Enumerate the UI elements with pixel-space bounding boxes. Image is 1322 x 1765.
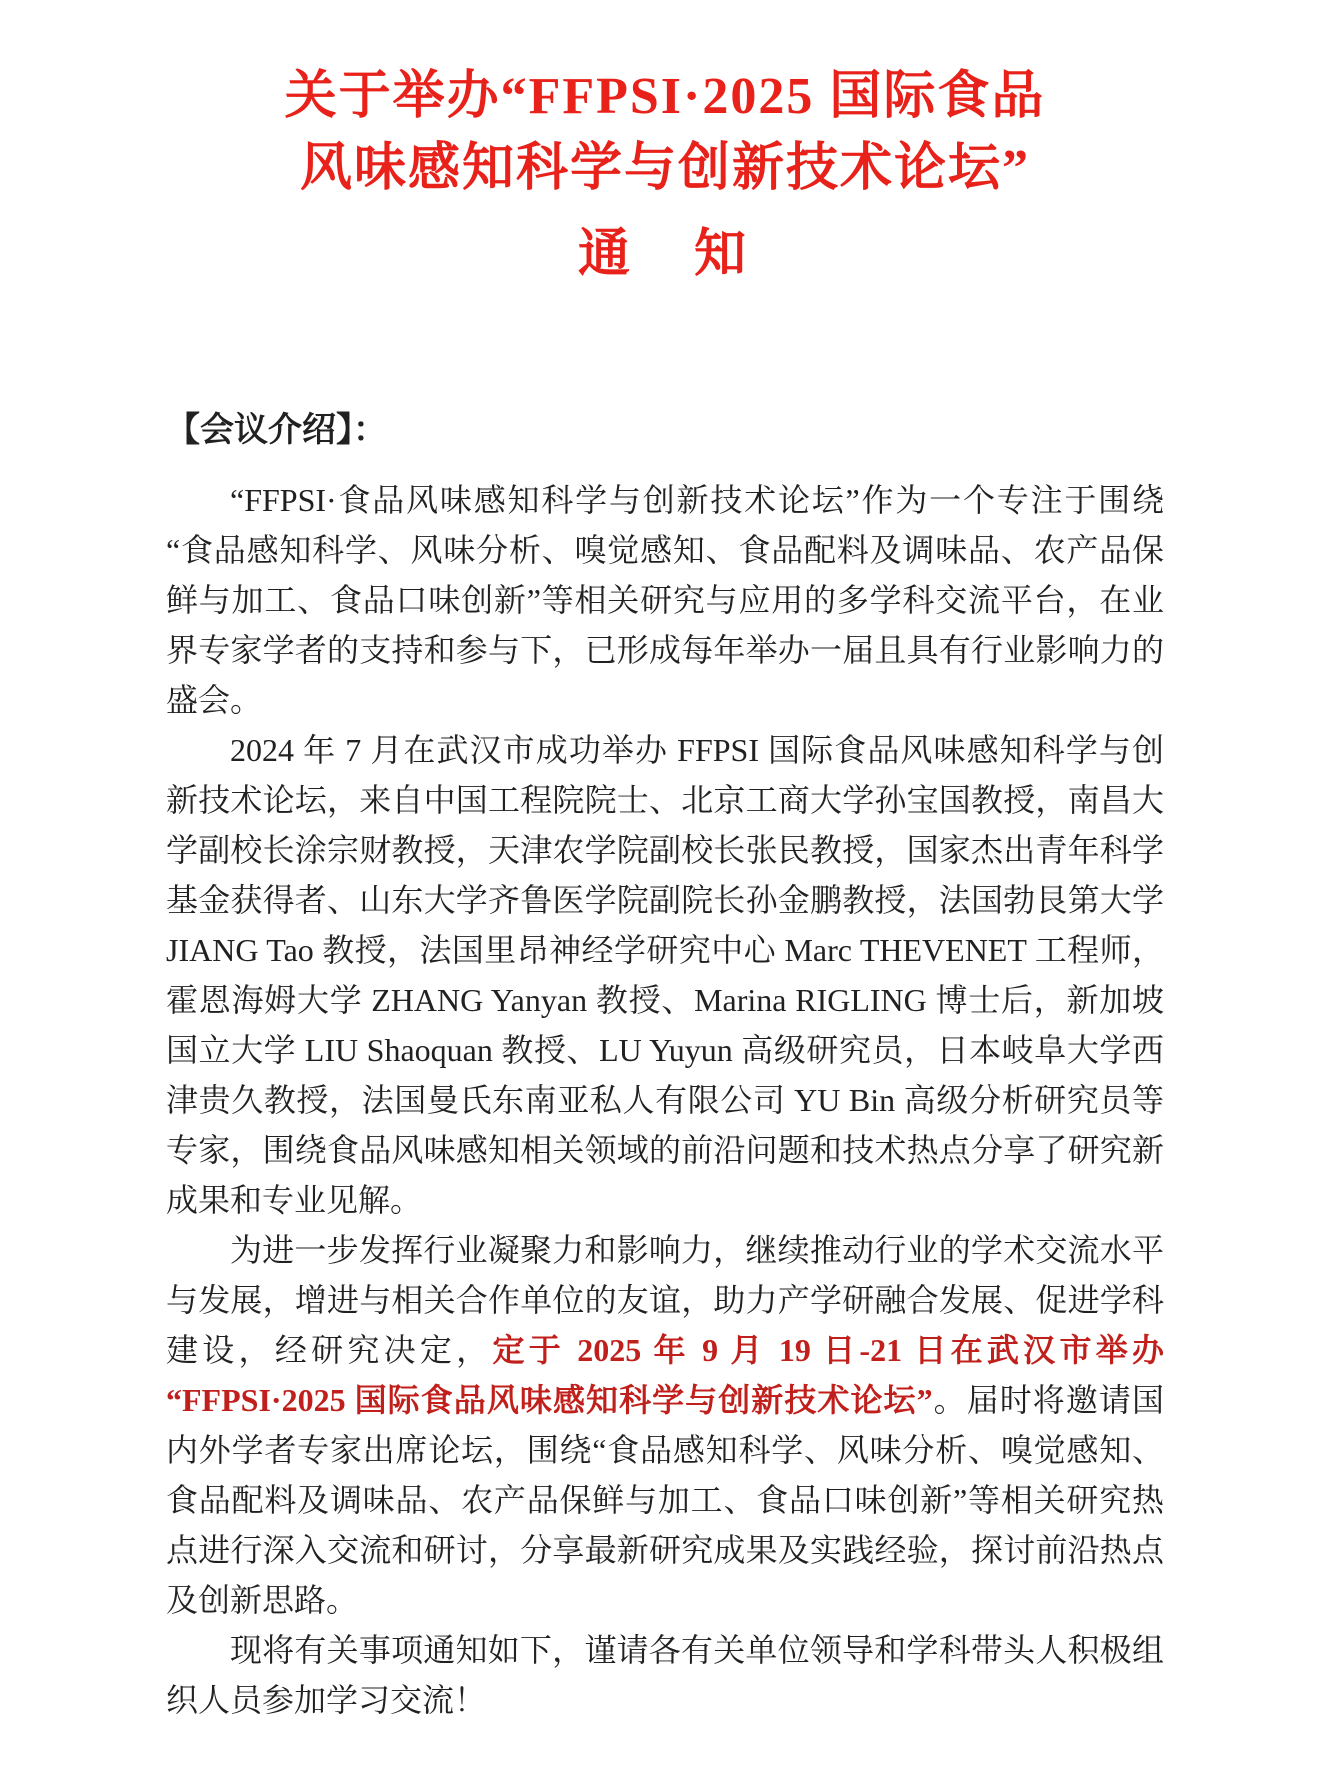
document-body [166, 475, 1164, 1725]
announcement-tail: 。届时将邀请国内外学者专家出席论坛，围绕“食品感知科学、风味分析、嗅觉感知、食品配料及调味品、农产品保鲜与加工、食品口味创新”等相关研究热点进行深入交流和研讨，分享最新研究成果及实践经验，探讨前沿热点及创新思路。 [166, 1381, 1164, 1618]
announcement-emphasis-date-venue: 定于 2025 年 9 月 19 日-21 日在武汉市举办“FFPSI·2025 国际食品风味感知科学与创新技术论坛” [166, 1331, 1164, 1418]
announcement-lead: 为进一步发挥行业凝聚力和影响力，继续推动行业的学术交流水平与发展，增进与相关合作单位的友谊，助力产学研融合发展、促进学科建设，经研究决定， [166, 1231, 1164, 1368]
paragraph-call-to-action: 现将有关事项通知如下，谨请各有关单位领导和学科带头人积极组织人员参加学习交流！ [166, 1631, 1164, 1718]
paragraph-2025-announcement [166, 1225, 1164, 1625]
title-line-notice: 通 知 [577, 225, 752, 283]
title-line-1: 关于举办“FFPSI·2025 国际食品 [284, 67, 1046, 125]
document-title [166, 61, 1164, 291]
section-heading-meeting-intro: 【会议介绍】： [166, 411, 387, 449]
title-line-2: 风味感知科学与创新技术论坛” [299, 139, 1030, 197]
paragraph-2024-history: 2024 年 7 月在武汉市成功举办 FFPSI 国际食品风味感知科学与创新技术论坛，来自中国工程院院士、北京工商大学孙宝国教授，南昌大学副校长涂宗财教授，天津农学院副校长张民教授，国家杰出青年科学基金获得者、山东大学齐鲁医学院副院长孙金鹏教授，法国勃艮第大学 JIANG Tao 教授，法国里昂神经学研究中心 Marc THEVENET 工程师，霍恩海姆大学 ZHANG Yanyan 教授、Marina RIGLING 博士后，新加坡国立大学 LIU Shaoquan 教授、LU Yuyun 高级研究员，日本岐阜大学西津贵久教授，法国曼氏东南亚私人有限公司 YU Bin 高级分析研究员等专家，围绕食品风味感知相关领域的前沿问题和技术热点分享了研究新成果和专业见解。 [166, 731, 1164, 1218]
paragraph-forum-intro: “FFPSI·食品风味感知科学与创新技术论坛”作为一个专注于围绕“食品感知科学、风味分析、嗅觉感知、食品配料及调味品、农产品保鲜与加工、食品口味创新”等相关研究与应用的多学科交流平台，在业界专家学者的支持和参与下，已形成每年举办一届且具有行业影响力的盛会。 [166, 481, 1164, 718]
